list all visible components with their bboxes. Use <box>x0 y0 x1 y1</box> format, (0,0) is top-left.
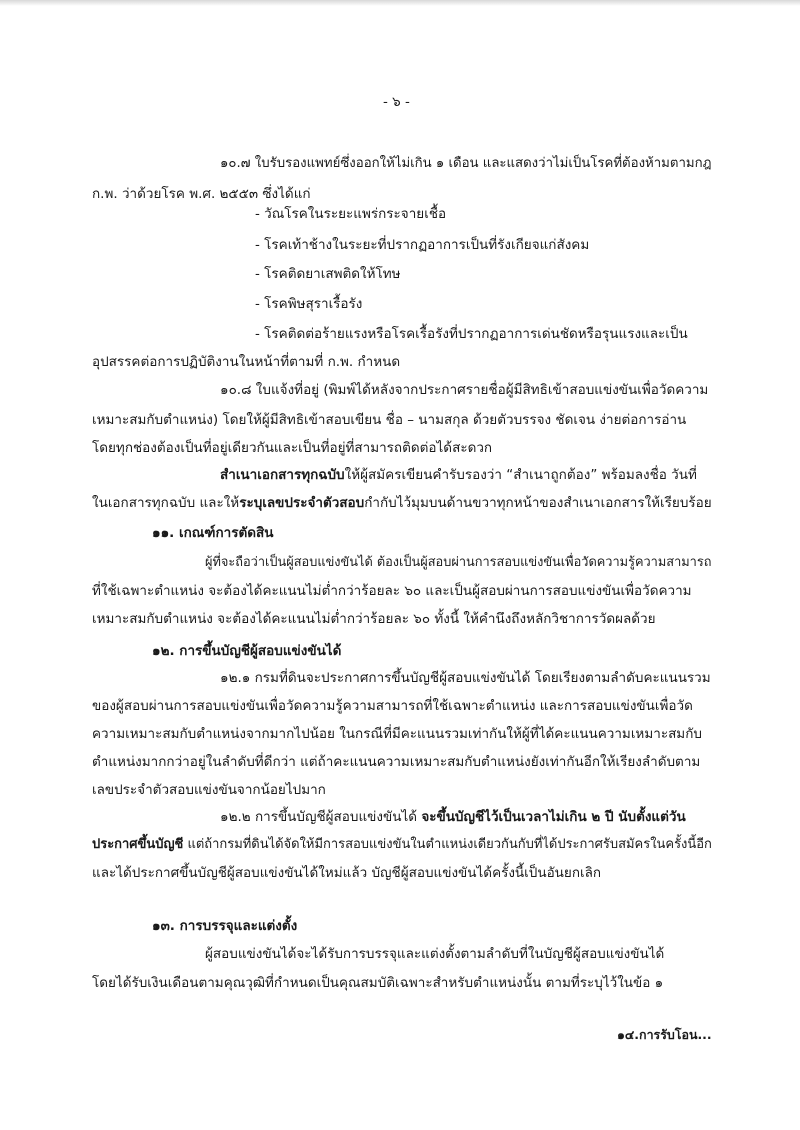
disease-item: - โรคติดต่อร้ายแรงหรือโรคเรื้อรังที่ปรากฏอาการเด่นชัดหรือรุนแรงและเป็น <box>255 326 688 342</box>
s12-2-line3: และได้ประกาศขึ้นบัญชีผู้สอบแข่งขันได้ใหม่แล้ว บัญชีผู้สอบแข่งขันได้ครั้งนี้เป็นอันยกเลิก <box>92 865 602 881</box>
s13-heading: ๑๓. การบรรจุและแต่งตั้ง <box>152 918 298 934</box>
s12-2-line2 <box>92 835 712 855</box>
s12-2-bold: จะขึ้นบัญชีไว้เป็นเวลาไม่เกิน ๒ ปี นับตั้งแต่วัน <box>421 809 686 825</box>
s12-heading: ๑๒. การขึ้นบัญชีผู้สอบแข่งขันได้ <box>152 643 342 659</box>
s10-7-line1: ๑๐.๗ ใบรับรองแพทย์ซึ่งออกให้ไม่เกิน ๑ เดือน และแสดงว่าไม่เป็นโรคที่ต้องห้ามตามกฎ <box>220 156 712 171</box>
next-page-note: ๑๔.การรับโอน... <box>617 1027 712 1042</box>
scan-edge <box>0 0 800 6</box>
s12-1-line: ความเหมาะสมกับตำแหน่งจากมากไปน้อย ในกรณีที่มีคะแนนรวมเท่ากันให้ผู้ที่ได้คะแนนความเหมาะสมกับ <box>92 726 702 742</box>
copy-note-text2a: ในเอกสารทุกฉบับ และให้ <box>92 495 240 511</box>
s12-2-text2: แต่ถ้ากรมที่ดินได้จัดให้มีการสอบแข่งขันในตำแหน่งเดียวกันกับที่ได้ประกาศรับสมัครในครั้งนี้อีก <box>183 837 712 852</box>
disease-item: - โรคพิษสุราเรื้อรัง <box>255 296 363 312</box>
s12-2-line1 <box>220 807 686 827</box>
s10-8-line2: เหมาะสมกับตำแหน่ง) โดยให้ผู้มีสิทธิเข้าสอบเขียน ชื่อ – นามสกุล ด้วยตัวบรรจง ชัดเจน ง่ายต่อการอ่าน <box>92 412 687 428</box>
s10-7-line2: ก.พ. ว่าด้วยโรค พ.ศ. ๒๕๕๓ ซึ่งได้แก่ <box>92 186 311 202</box>
s13-line2: โดยได้รับเงินเดือนตามคุณวุฒิที่กำหนดเป็นคุณสมบัติเฉพาะสำหรับตำแหน่งนั้น ตามที่ระบุไว้ในข้อ ๑ <box>92 975 664 991</box>
s11-line1: ผู้ที่จะถือว่าเป็นผู้สอบแข่งขันได้ ต้องเป็นผู้สอบผ่านการสอบแข่งขันเพื่อวัดความรู้ความสามารถ <box>205 555 712 570</box>
copy-note-bold2: ระบุเลขประจำตัวสอบ <box>239 495 365 511</box>
s10-8-line1: ๑๐.๘ ใบแจ้งที่อยู่ (พิมพ์ได้หลังจากประกาศรายชื่อผู้มีสิทธิเข้าสอบแข่งขันเพื่อวัดความ <box>220 382 709 398</box>
s11-heading: ๑๑. เกณฑ์การตัดสิน <box>152 525 274 541</box>
copy-note-text2b: กำกับไว้มุมบนด้านขวาทุกหน้าของสำเนาเอกสารให้เรียบร้อย <box>364 495 712 511</box>
s12-2-bold2: ประกาศขึ้นบัญชี <box>92 837 184 852</box>
disease-item: - โรคติดยาเสพติดให้โทษ <box>255 266 401 282</box>
copy-note-text1: ให้ผู้สมัครเขียนคำรับรองว่า “สำเนาถูกต้อง” พร้อมลงชื่อ วันที่ <box>344 467 697 483</box>
s12-1-line: เลขประจำตัวสอบแข่งขันจากน้อยไปมาก <box>92 782 326 798</box>
s10-7-line-after: อุปสรรคต่อการปฏิบัติงานในหน้าที่ตามที่ ก.พ. กำหนด <box>92 354 401 370</box>
s11-line3: เหมาะสมกับตำแหน่ง จะต้องได้คะแนนไม่ต่ำกว่าร้อยละ ๖๐ ทั้งนี้ ให้คำนึงถึงหลักวิชาการวัดผลด้วย <box>92 611 656 627</box>
s13-line1: ผู้สอบแข่งขันได้จะได้รับการบรรจุและแต่งตั้งตามลำดับที่ในบัญชีผู้สอบแข่งขันได้ <box>205 946 665 962</box>
s12-1-line: ๑๒.๑ กรมที่ดินจะประกาศการขึ้นบัญชีผู้สอบแข่งขันได้ โดยเรียงตามลำดับคะแนนรวม <box>220 670 711 686</box>
page-number: - ๖ - <box>383 94 410 110</box>
s12-1-line: ของผู้สอบผ่านการสอบแข่งขันเพื่อวัดความรู้ความสามารถที่ใช้เฉพาะตำแหน่ง และการสอบแข่งขันเพื่อวัด <box>92 698 693 714</box>
s12-2-text: ๑๒.๒ การขึ้นบัญชีผู้สอบแข่งขันได้ <box>220 809 422 825</box>
copy-note-line2 <box>92 493 712 513</box>
copy-note-line1 <box>220 465 697 485</box>
s11-line2: ที่ใช้เฉพาะตำแหน่ง จะต้องได้คะแนนไม่ต่ำกว่าร้อยละ ๖๐ และเป็นผู้สอบผ่านการสอบแข่งขันเพื่อวัดความ <box>92 583 692 599</box>
disease-item: - วัณโรคในระยะแพร่กระจายเชื้อ <box>255 206 447 222</box>
copy-note-bold1: สำเนาเอกสารทุกฉบับ <box>220 467 345 483</box>
s10-8-line3: โดยทุกช่องต้องเป็นที่อยู่เดียวกันและเป็นที่อยู่ที่สามารถติดต่อได้สะดวก <box>92 440 493 456</box>
s12-1-line: ตำแหน่งมากกว่าอยู่ในลำดับที่ดีกว่า แต่ถ้าคะแนนความเหมาะสมกับตำแหน่งยังเท่ากันอีกให้เรียงลำดับตาม <box>92 754 701 770</box>
disease-item: - โรคเท้าช้างในระยะที่ปรากฏอาการเป็นที่รังเกียจแก่สังคม <box>255 237 590 253</box>
